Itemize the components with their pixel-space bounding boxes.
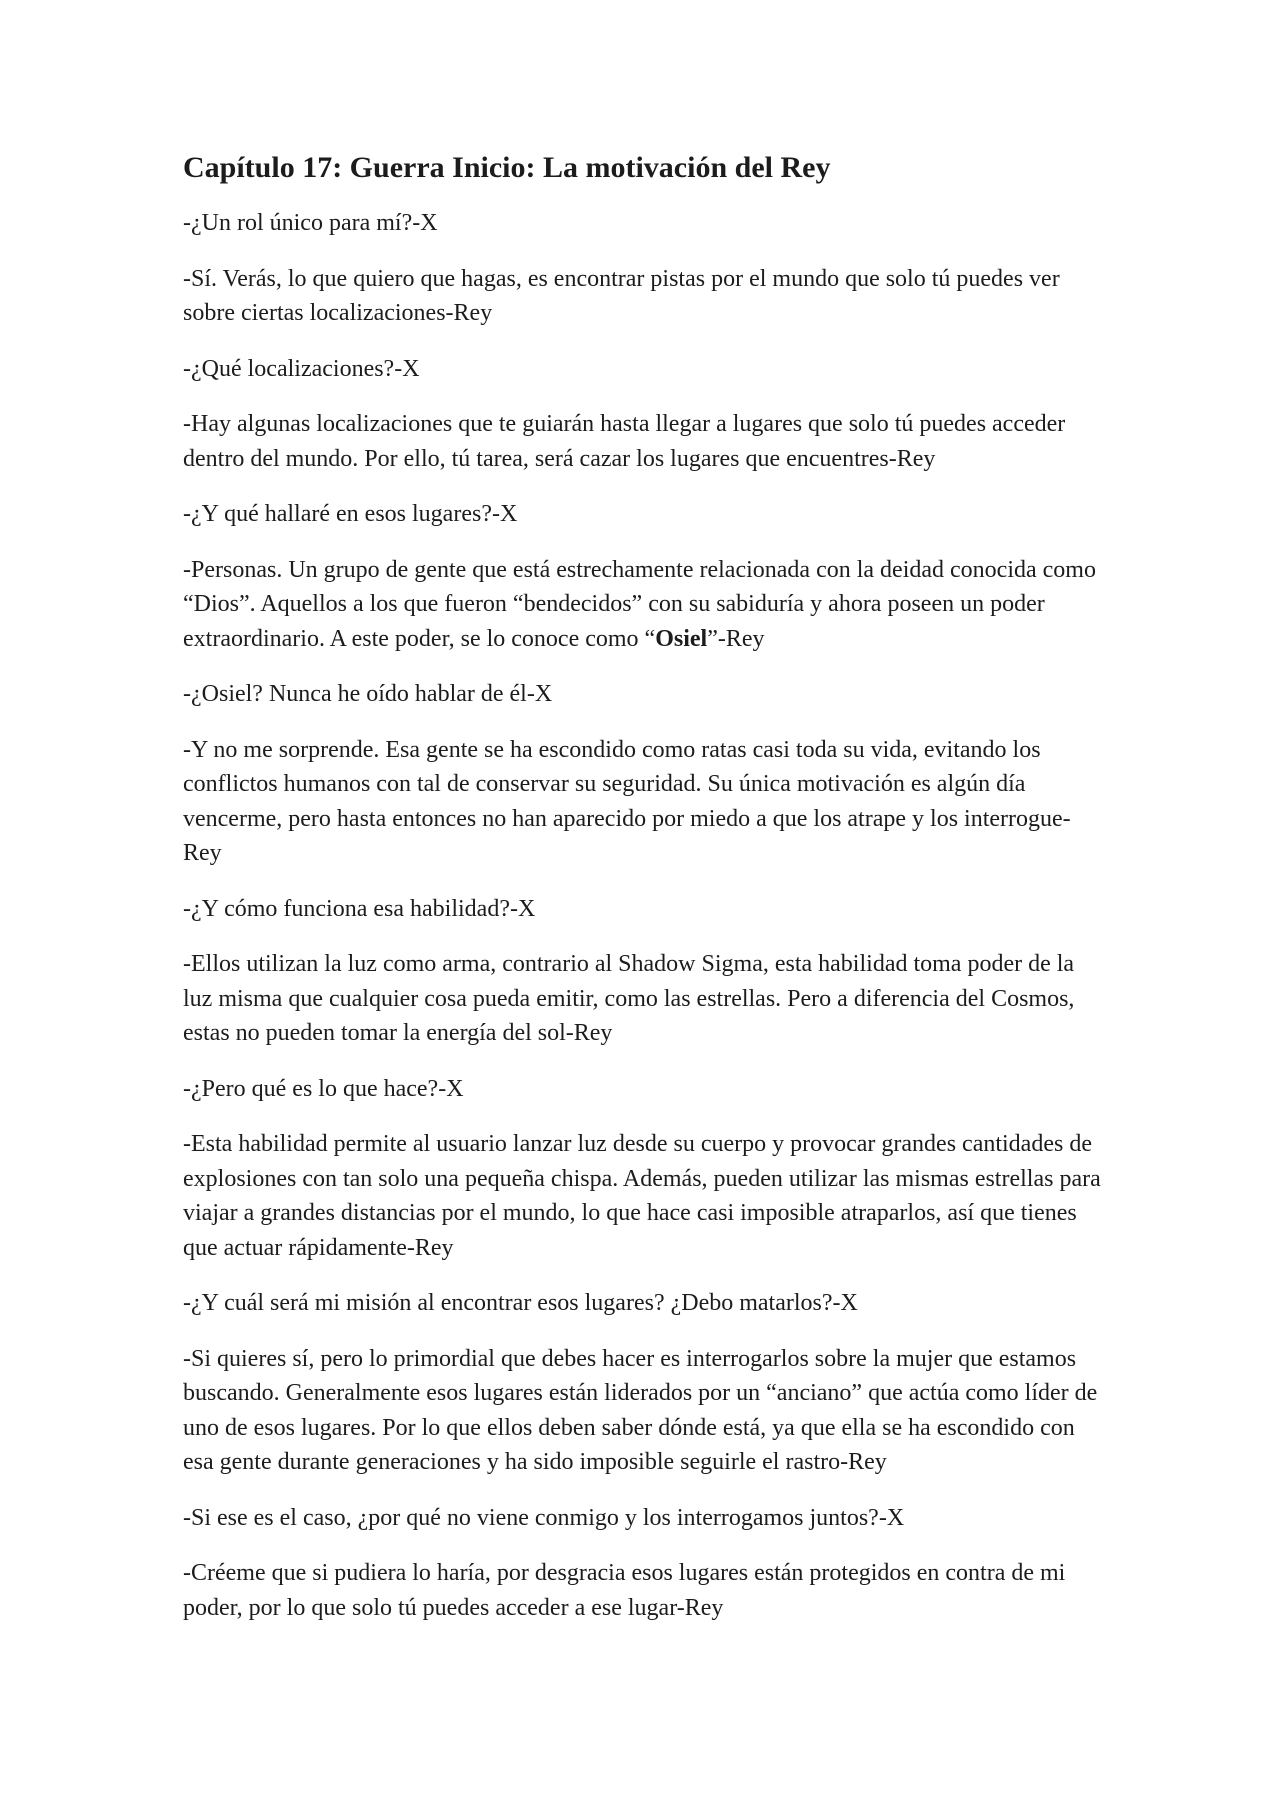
- dialogue-paragraph: -Y no me sorprende. Esa gente se ha escondido como ratas casi toda su vida, evitando los conflictos humanos con tal de conservar su seguridad. Su única motivación es algún día vencerme, pero hasta entonces no han aparecido por miedo a que los atrape y los interrogue-Rey: [183, 736, 1071, 866]
- dialogue-paragraph: -Créeme que si pudiera lo haría, por desgracia esos lugares están protegidos en contra de mi poder, por lo que solo tú puedes acceder a ese lugar-Rey: [183, 1560, 1066, 1621]
- bold-term-osiel: Osiel: [655, 625, 708, 652]
- dialogue-paragraph: -¿Osiel? Nunca he oído hablar de él-X: [183, 681, 553, 707]
- dialogue-paragraph: -¿Qué localizaciones?-X: [183, 355, 420, 382]
- chapter-title: Capítulo 17: Guerra Inicio: La motivación del Rey: [183, 151, 831, 184]
- dialogue-paragraph: -Sí. Verás, lo que quiero que hagas, es encontrar pistas por el mundo que solo tú puedes ver sobre ciertas localizaciones-Rey: [183, 265, 1060, 326]
- dialogue-paragraph-osiel: [183, 553, 1103, 657]
- dialogue-paragraph: -¿Y qué hallaré en esos lugares?-X: [183, 501, 518, 527]
- dialogue-paragraph: -¿Y cómo funciona esa habilidad?-X: [183, 895, 536, 922]
- dialogue-paragraph: -Esta habilidad permite al usuario lanzar luz desde su cuerpo y provocar grandes cantidades de explosiones con tan solo una pequeña chispa. Además, pueden utilizar las mismas estrellas para viajar a grandes distancias por el mundo, lo que hace casi imposible atraparlos, así que tienes que actuar rápidamente-Rey: [183, 1131, 1101, 1261]
- dialogue-paragraph: -Ellos utilizan la luz como arma, contrario al Shadow Sigma, esta habilidad toma poder de la luz misma que cualquier cosa pueda emitir, como las estrellas. Pero a diferencia del Cosmos, estas no pueden tomar la energía del sol-Rey: [183, 951, 1075, 1046]
- dialogue-paragraph: -Si ese es el caso, ¿por qué no viene conmigo y los interrogamos juntos?-X: [183, 1504, 905, 1531]
- dialogue-paragraph: -Hay algunas localizaciones que te guiarán hasta llegar a lugares que solo tú puedes acceder dentro del mundo. Por ello, tú tarea, será cazar los lugares que encuentres-Rey: [183, 411, 1066, 472]
- dialogue-paragraph: -¿Un rol único para mí?-X: [183, 210, 438, 236]
- paragraph-text-tail: ”-Rey: [707, 625, 765, 652]
- dialogue-paragraph: -¿Y cuál será mi misión al encontrar esos lugares? ¿Debo matarlos?-X: [183, 1290, 858, 1316]
- dialogue-paragraph: -¿Pero qué es lo que hace?-X: [183, 1075, 464, 1102]
- dialogue-paragraph: -Si quieres sí, pero lo primordial que debes hacer es interrogarlos sobre la mujer que estamos buscando. Generalmente esos lugares están liderados por un “anciano” que actúa como líder de uno de esos lugares. Por lo que ellos deben saber dónde está, ya que ella se ha escondido con esa gente durante generaciones y ha sido imposible seguirle el rastro-Rey: [183, 1345, 1098, 1475]
- paragraph-text: -Personas. Un grupo de gente que está estrechamente relacionada con la deidad conocida como “Dios”. Aquellos a los que fueron “bendecidos” con su sabiduría y ahora poseen un poder extraordinario. A este poder, se lo conoce como “: [183, 556, 1096, 652]
- document-page: [183, 150, 1103, 1646]
